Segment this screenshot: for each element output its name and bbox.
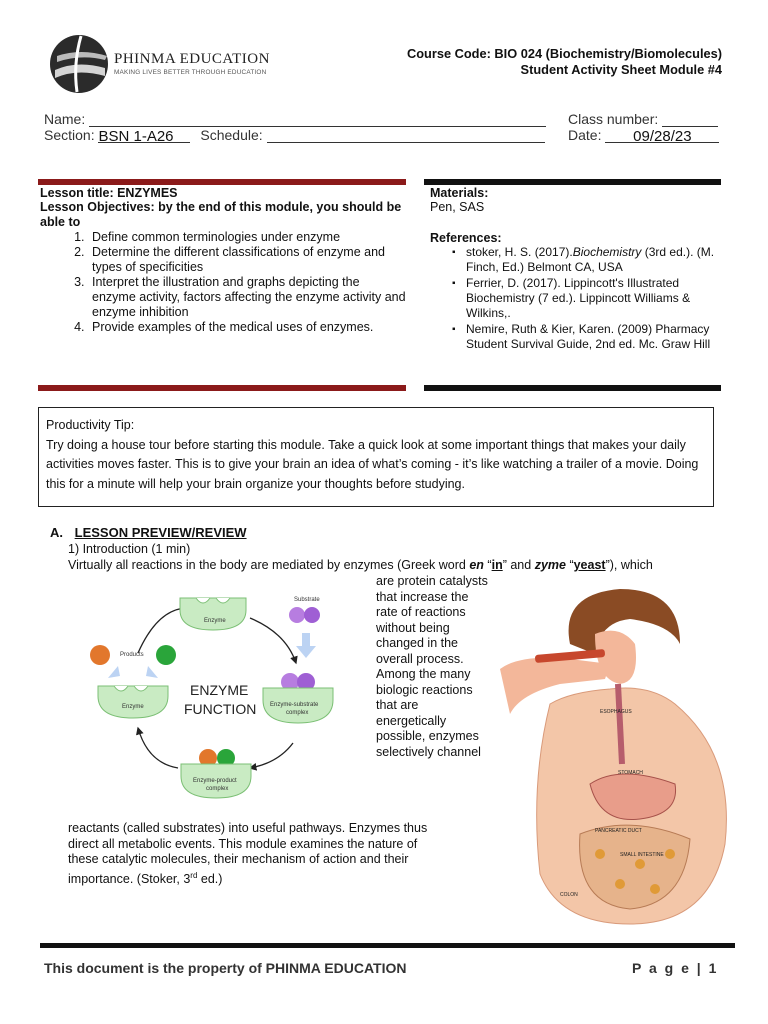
- reference-item: ▪ Nemire, Ruth & Kier, Karen. (2009) Pharmacy Student Survival Guide, 2nd ed. Mc. Graw Hill: [466, 322, 720, 352]
- section-a-heading: [50, 525, 247, 540]
- svg-text:FUNCTION: FUNCTION: [184, 701, 257, 717]
- objectives-heading: Lesson Objectives: by the end of this module, you should be able to: [40, 200, 402, 229]
- objectives-list: [40, 230, 406, 335]
- class-label: Class number:: [568, 111, 659, 127]
- productivity-tip-box: [38, 407, 714, 507]
- page-number: P a g e | 1: [632, 960, 719, 976]
- svg-text:complex: complex: [206, 786, 229, 792]
- tagline: MAKING LIVES BETTER THROUGH EDUCATION: [114, 69, 267, 76]
- schedule-field[interactable]: [267, 128, 545, 143]
- diagram-title: ENZYME: [190, 682, 249, 698]
- course-code: Course Code: BIO 024 (Biochemistry/Biomolecules): [406, 46, 722, 61]
- brand-name: PHINMA EDUCATION: [114, 51, 270, 67]
- svg-text:Enzyme: Enzyme: [122, 704, 144, 710]
- lesson-block: [40, 186, 406, 335]
- objective-item: 2. Determine the different classifications of enzyme and types of specificities: [88, 245, 406, 275]
- phinma-logo-icon: [47, 30, 117, 100]
- lesson-title: Lesson title: ENZYMES: [40, 186, 178, 200]
- esophagus-label: ESOPHAGUS: [600, 709, 632, 715]
- intro-paragraph-start: Virtually all reactions in the body are mediated by enzymes (Greek word en “in” and zyme “yeast”), which: [68, 558, 653, 572]
- svg-text:Products: Products: [120, 652, 144, 658]
- schedule-label: Schedule:: [200, 127, 263, 143]
- materials-value: Pen, SAS: [430, 200, 485, 214]
- svg-text:Enzyme-substrate: Enzyme-substrate: [270, 702, 319, 708]
- svg-text:Substrate: Substrate: [294, 597, 320, 603]
- date-row: [568, 127, 719, 143]
- section-label: Section:: [44, 127, 95, 143]
- sheet-title: Student Activity Sheet Module #4: [520, 62, 722, 77]
- class-field[interactable]: [662, 112, 718, 127]
- pancreatic-duct-label: PANCREATIC DUCT: [595, 828, 642, 834]
- name-field[interactable]: [89, 112, 546, 127]
- section-field[interactable]: [98, 128, 190, 143]
- materials-block: [430, 186, 720, 353]
- paragraph-tail: reactants (called substrates) into useful pathways. Enzymes thus direct all metabolic events. This module examines the nature of these catalytic molecules, their mechanism of action and their importance. (Stoker, 3rd ed.): [68, 821, 428, 886]
- tip-text: Try doing a house tour before starting this module. Take a quick look at some important things that makes your daily activities moves faster. This is to give your brain an idea of what’s coming - it’s like watching a trailer of a movie. Doing this for a minute will help your brain organize your thoughts before studying.: [46, 437, 699, 491]
- lesson-top-bar: [38, 179, 406, 185]
- materials-top-bar: [424, 179, 721, 185]
- svg-text:Enzyme-product: Enzyme-product: [193, 778, 237, 784]
- wrapped-column-text: are protein catalysts that increase the rate of reactions without being changed in the overall process. Among the many biologic reactions that are energetically possible, enzymes selectively channel: [376, 574, 488, 759]
- date-label: Date:: [568, 127, 602, 143]
- tip-heading: Productivity Tip:: [46, 418, 135, 432]
- class-row: [568, 111, 718, 127]
- date-value: 09/28/23: [633, 128, 692, 145]
- enzyme-function-diagram: [78, 588, 348, 808]
- objective-item: 1. Define common terminologies under enzyme: [88, 230, 406, 245]
- intro-line: 1) Introduction (1 min): [68, 542, 191, 556]
- references-list: [430, 245, 720, 352]
- objective-item: 4. Provide examples of the medical uses of enzymes.: [88, 320, 406, 335]
- name-label: Name:: [44, 111, 86, 127]
- reference-item: ▪ Ferrier, D. (2017). Lippincott's Illustrated Biochemistry (7 ed.). Lippincott Williams & Wilkins,.: [466, 276, 720, 321]
- footer-rule: [40, 943, 735, 948]
- name-row: [44, 111, 546, 127]
- objective-item: 3. Interpret the illustration and graphs depicting the enzyme activity, factors affecting the enzyme activity and enzyme inhibition: [88, 275, 406, 320]
- references-heading: References:: [430, 231, 502, 245]
- digestive-system-illustration: [500, 584, 750, 929]
- section-value: BSN 1-A26: [98, 128, 174, 145]
- section-letter: A.: [50, 525, 63, 540]
- section-title: LESSON PREVIEW/REVIEW: [74, 525, 247, 540]
- materials-heading: Materials:: [430, 186, 489, 200]
- colon-label: COLON: [560, 892, 578, 898]
- course-header: [407, 46, 722, 78]
- reference-item: ▪ stoker, H. S. (2017).Biochemistry (3rd ed.). (M. Finch, Ed.) Belmont CA, USA: [466, 245, 720, 275]
- svg-text:complex: complex: [286, 710, 309, 716]
- materials-bottom-bar: [424, 385, 721, 391]
- footer-ownership: This document is the property of PHINMA EDUCATION: [44, 960, 407, 976]
- svg-text:Enzyme: Enzyme: [204, 618, 226, 624]
- small-intestine-label: SMALL INTESTINE: [620, 852, 664, 858]
- date-field[interactable]: [605, 128, 719, 143]
- lesson-bottom-bar: [38, 385, 406, 391]
- section-row: [44, 127, 545, 143]
- stomach-label: STOMACH: [618, 770, 643, 776]
